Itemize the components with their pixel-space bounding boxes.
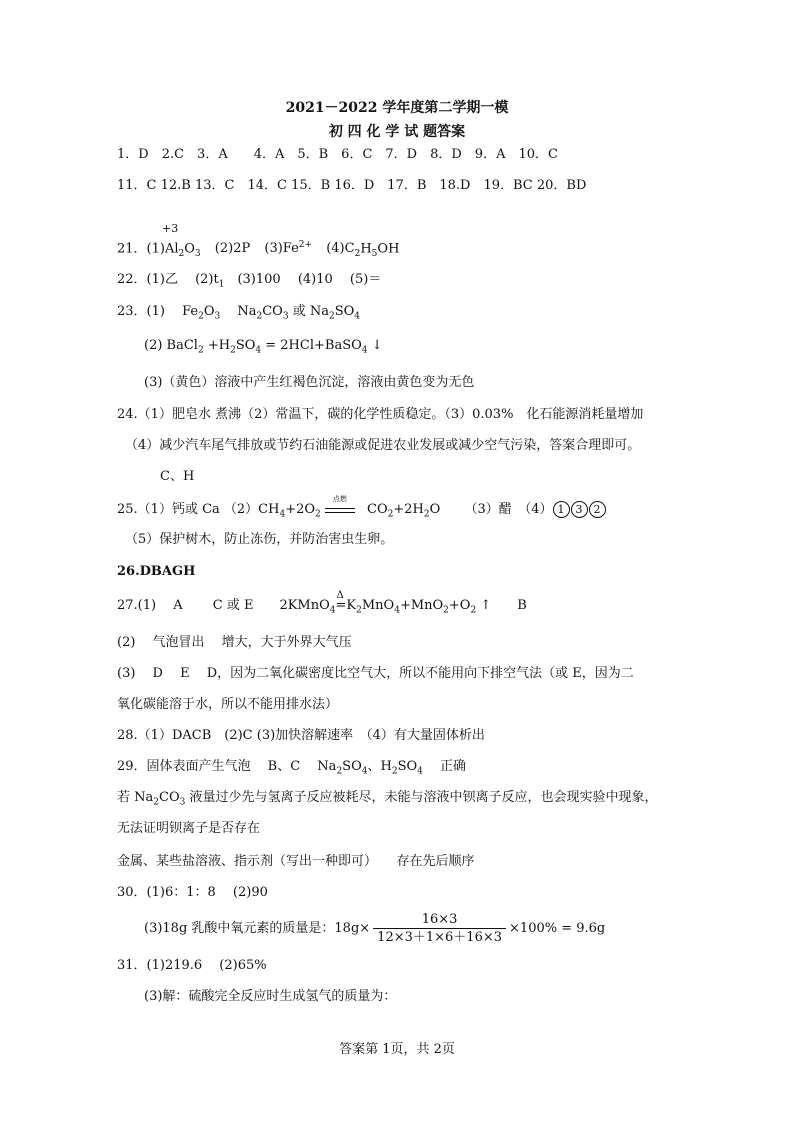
answer-23-3: (3)（黄色）溶液中产生红褐色沉淀，溶液由黄色变为无色 (144, 375, 475, 390)
mc-answers-row-1: 1．D 2.C 3．A 4．A 5．B 6．C 7．D 8．D 9．A 10．C (117, 147, 558, 162)
answer-25-2: （5）保护树木，防止冻伤，并防治害虫生卵。 (125, 532, 394, 547)
answer-23-1: 23．(1) $Fe_2O_3$ $Na_2CO_3$ 或 $Na_2SO_4$ (117, 304, 361, 322)
answer-27-3: (3) D E D，因为二氧化碳密度比空气大，所以不能用向下排空气法（或 E，因为二 (117, 666, 634, 681)
answer-27-4: 氧化碳能溶于水，所以不能用排水法） (117, 697, 339, 712)
page-footer: 答案第 1页，共 2页 (339, 1042, 455, 1057)
answer-30-1: 30．(1)6：1：8 (2)90 (117, 885, 268, 900)
answer-28: 28.（1）DACB (2)C (3)加快溶解速率 （4）有大量固体析出 (117, 728, 485, 743)
reaction-condition-arrow: 点燃 (325, 505, 355, 515)
answer-21: 21．$(1)Al_2O_3$ (2)2P $(3)Fe^{2+}$ $(4)C_2H_5OH$ (117, 240, 400, 259)
answer-22: 22．(1)乙 $(2)t_1$ (3)100 (4)10 (5)＝ (117, 272, 382, 290)
circled-number: 3 (571, 501, 588, 518)
answer-23-2: (2) BaCl$_2$ $+H_2SO_4$ = 2HCl+BaSO$_4$ ↓ (144, 338, 383, 356)
answer-27-1: 27.(1) A C 或 E 2KMnO$_4$ Δ $=K_2MnO_4+MnO_2+O_2$ ↑ B (117, 590, 527, 616)
answer-24-2: （4）减少汽车尾气排放或节约石油能源或促进农业发展或减少空气污染，答案合理即可。 (125, 438, 641, 453)
circled-number: 1 (553, 501, 570, 518)
exam-title: 2021－2022 学年度第二学期一模 (285, 100, 509, 116)
answer-31-3: (3)解：硫酸完全反应时生成氢气的质量为： (144, 989, 397, 1004)
answer-29-3: 无法证明钡离子是否存在 (117, 821, 261, 836)
circled-number: 2 (589, 501, 606, 518)
mass-fraction: $\frac{16\times 3}{12\times 3+1\times 6+16\times 3}$ (373, 913, 506, 944)
answer-24-3: C、H (160, 469, 195, 484)
answer-31-1: 31．(1)219.6 (2)65% (117, 958, 267, 973)
answer-24-1: 24.（1）肥皂水 煮沸（2）常温下，碳的化学性质稳定。（3）0.03% 化石能源消耗量增加 (117, 407, 644, 422)
answer-30-3: (3)18g 乳酸中氧元素的质量是：18g× $\frac{16\times 3}{12\times 3+1\times 6+16\times 3}$ ×100% = 9.6g (144, 912, 606, 945)
answer-27-2: (2) 气泡冒出 增大，大于外界大气压 (117, 635, 352, 650)
valence-mark: +3 (162, 222, 179, 235)
answer-26: 26.DBAGH (117, 564, 196, 579)
answer-29-1: 29．固体表面产生气泡 B、C $Na_2SO_4$、$H_2SO_4$ 正确 (117, 759, 467, 777)
answer-29-2: 若 $Na_2CO_3$ 液量过少先与氢离子反应被耗尽，未能与溶液中钡离子反应，也会现实验中现象， (117, 790, 658, 808)
mc-answers-row-2: 11．C 12.B 13．C 14．C 15．B 16．D 17．B 18.D 19．BC 20．BD (117, 178, 587, 193)
answer-29-4: 金属、某些盐溶液、指示剂（写出一种即可） 存在先后顺序 (117, 854, 475, 869)
answer-title: 初 四 化 学 试 题答案 (328, 124, 466, 140)
answer-25-1: 25.（1）钙或 Ca $(2)CH_4+2O_2$ 点燃 $CO_2+2H_2O$ （3）醋 （4） 1 3 2 (117, 501, 607, 520)
